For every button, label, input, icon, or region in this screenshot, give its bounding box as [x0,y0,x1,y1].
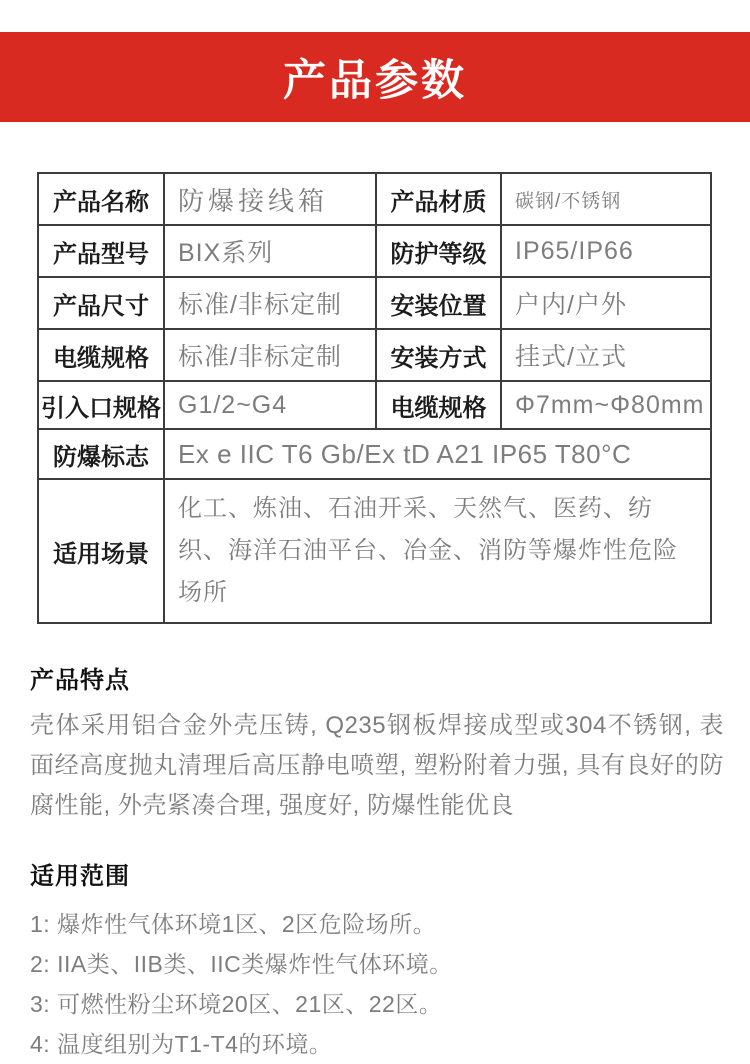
spec-label-install-method: 安装方式 [376,329,501,381]
features-section [30,660,724,826]
table-row [38,381,711,429]
spec-label-cable-spec: 电缆规格 [38,329,164,381]
spec-value-cable-diameter: Φ7mm~Φ80mm [501,381,711,429]
spec-value-protection-rating: IP65/IP66 [501,225,711,277]
table-row [38,225,711,277]
page-title: 产品参数 [283,56,467,105]
spec-label-protection-rating: 防护等级 [376,225,501,277]
table-row [38,479,711,623]
spec-value-cable-spec: 标准/非标定制 [164,329,376,381]
scope-heading: 适用范围 [30,863,130,890]
spec-value-size: 标准/非标定制 [164,277,376,329]
spec-label-cable-diameter: 电缆规格 [376,381,501,429]
spec-value-applicable-scenes: 化工、炼油、石油开采、天然气、医药、纺织、海洋石油平台、冶金、消防等爆炸性危险场所 [164,479,711,623]
scope-list [30,904,724,1064]
table-row [38,429,711,479]
spec-value-inlet-spec: G1/2~G4 [164,381,376,429]
table-row [38,277,711,329]
scope-item: 1: 爆炸性气体环境1区、2区危险场所。 [30,911,437,937]
spec-value-install-location: 户内/户外 [501,277,711,329]
spec-value-material: 碳钢/不锈钢 [501,173,711,225]
spec-table [37,172,712,624]
table-row [38,173,711,225]
spec-value-model: BIX系列 [164,225,376,277]
scope-item: 3: 可燃性粉尘环境20区、21区、22区。 [30,991,443,1017]
spec-label-material: 产品材质 [376,173,501,225]
spec-label-product-name: 产品名称 [38,173,164,225]
table-row [38,329,711,381]
scope-item: 2: IIA类、IIB类、IIC类爆炸性气体环境。 [30,951,453,977]
spec-label-ex-mark: 防爆标志 [38,429,164,479]
spec-label-install-location: 安装位置 [376,277,501,329]
spec-value-ex-mark: Ex e IIC T6 Gb/Ex tD A21 IP65 T80°C [164,429,711,479]
spec-value-install-method: 挂式/立式 [501,329,711,381]
spec-label-model: 产品型号 [38,225,164,277]
features-heading: 产品特点 [30,667,130,694]
scope-item: 4: 温度组别为T1-T4的环境。 [30,1031,333,1057]
scope-section [30,856,724,1064]
header-banner [0,32,750,122]
spec-label-applicable-scenes: 适用场景 [38,479,164,623]
spec-label-inlet-spec: 引入口规格 [38,381,164,429]
product-parameters-page [0,32,750,1057]
features-body: 壳体采用铝合金外壳压铸, Q235钢板焊接成型或304不锈钢, 表面经高度抛丸清理后高压静电喷塑, 塑粉附着力强, 具有良好的防腐性能, 外壳紧凑合理, 强度好, 防爆性能优良 [30,712,724,819]
spec-label-size: 产品尺寸 [38,277,164,329]
spec-value-product-name: 防爆接线箱 [164,173,376,225]
